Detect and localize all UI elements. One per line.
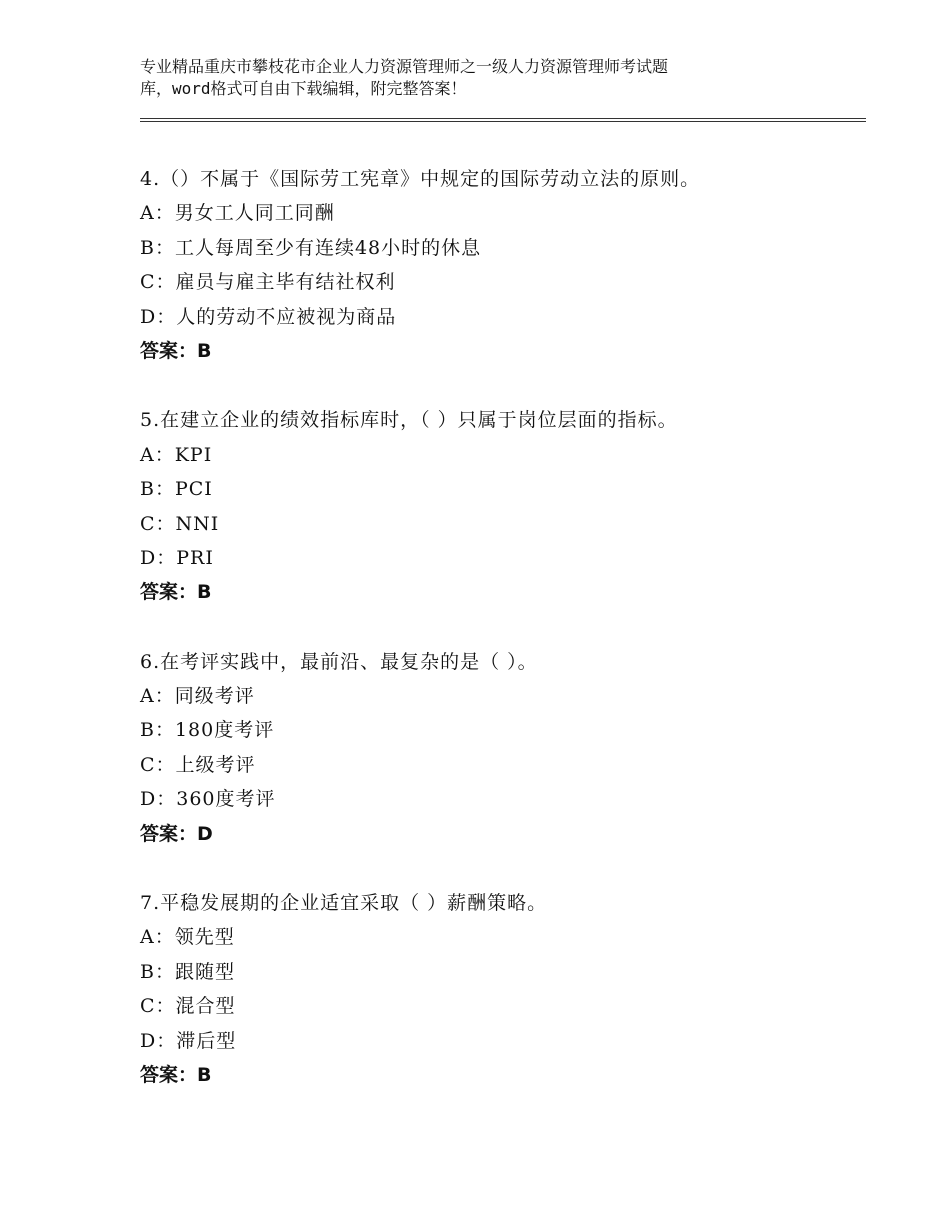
option-d: D：PRI <box>140 546 214 569</box>
question-stem: 7.平稳发展期的企业适宜采取（ ）薪酬策略。 <box>140 892 548 915</box>
option-a: A：KPI <box>140 443 213 466</box>
answer-line: 答案：B <box>140 581 212 604</box>
document-header <box>140 56 866 100</box>
question-stem: 6.在考评实践中，最前沿、最复杂的是（ ）。 <box>140 650 538 673</box>
option-d: D：360度考评 <box>140 788 276 811</box>
question-4 <box>140 162 866 368</box>
question-stem: 5.在建立企业的绩效指标库时，（ ）只属于岗位层面的指标。 <box>140 409 678 432</box>
document-page <box>140 56 866 1127</box>
option-b: B：180度考评 <box>140 719 275 742</box>
option-c: C：NNI <box>140 512 220 535</box>
option-b: B：工人每周至少有连续48小时的休息 <box>140 236 482 259</box>
question-5 <box>140 403 866 609</box>
question-6 <box>140 645 866 851</box>
option-a: A：男女工人同工同酬 <box>140 202 335 225</box>
answer-line: 答案：D <box>140 822 213 845</box>
question-7 <box>140 886 866 1092</box>
option-c: C：混合型 <box>140 995 236 1018</box>
question-list <box>140 162 866 1092</box>
option-d: D：人的劳动不应被视为商品 <box>140 305 397 328</box>
header-title-line-2: 库，word格式可自由下载编辑，附完整答案！ <box>140 79 467 98</box>
question-stem: 4.（）不属于《国际劳工宪章》中规定的国际劳动立法的原则。 <box>140 168 701 190</box>
header-divider <box>140 118 866 122</box>
header-title-line-1: 专业精品重庆市攀枝花市企业人力资源管理师之一级人力资源管理师考试题 <box>140 57 669 76</box>
option-a: A：同级考评 <box>140 685 255 708</box>
option-c: C：上级考评 <box>140 753 256 776</box>
option-a: A：领先型 <box>140 926 235 949</box>
option-d: D：滞后型 <box>140 1029 237 1052</box>
option-b: B：PCI <box>140 478 213 501</box>
option-b: B：跟随型 <box>140 960 235 983</box>
answer-line: 答案：B <box>140 1063 212 1086</box>
answer-line: 答案：B <box>140 339 212 362</box>
option-c: C：雇员与雇主毕有结社权利 <box>140 271 396 294</box>
